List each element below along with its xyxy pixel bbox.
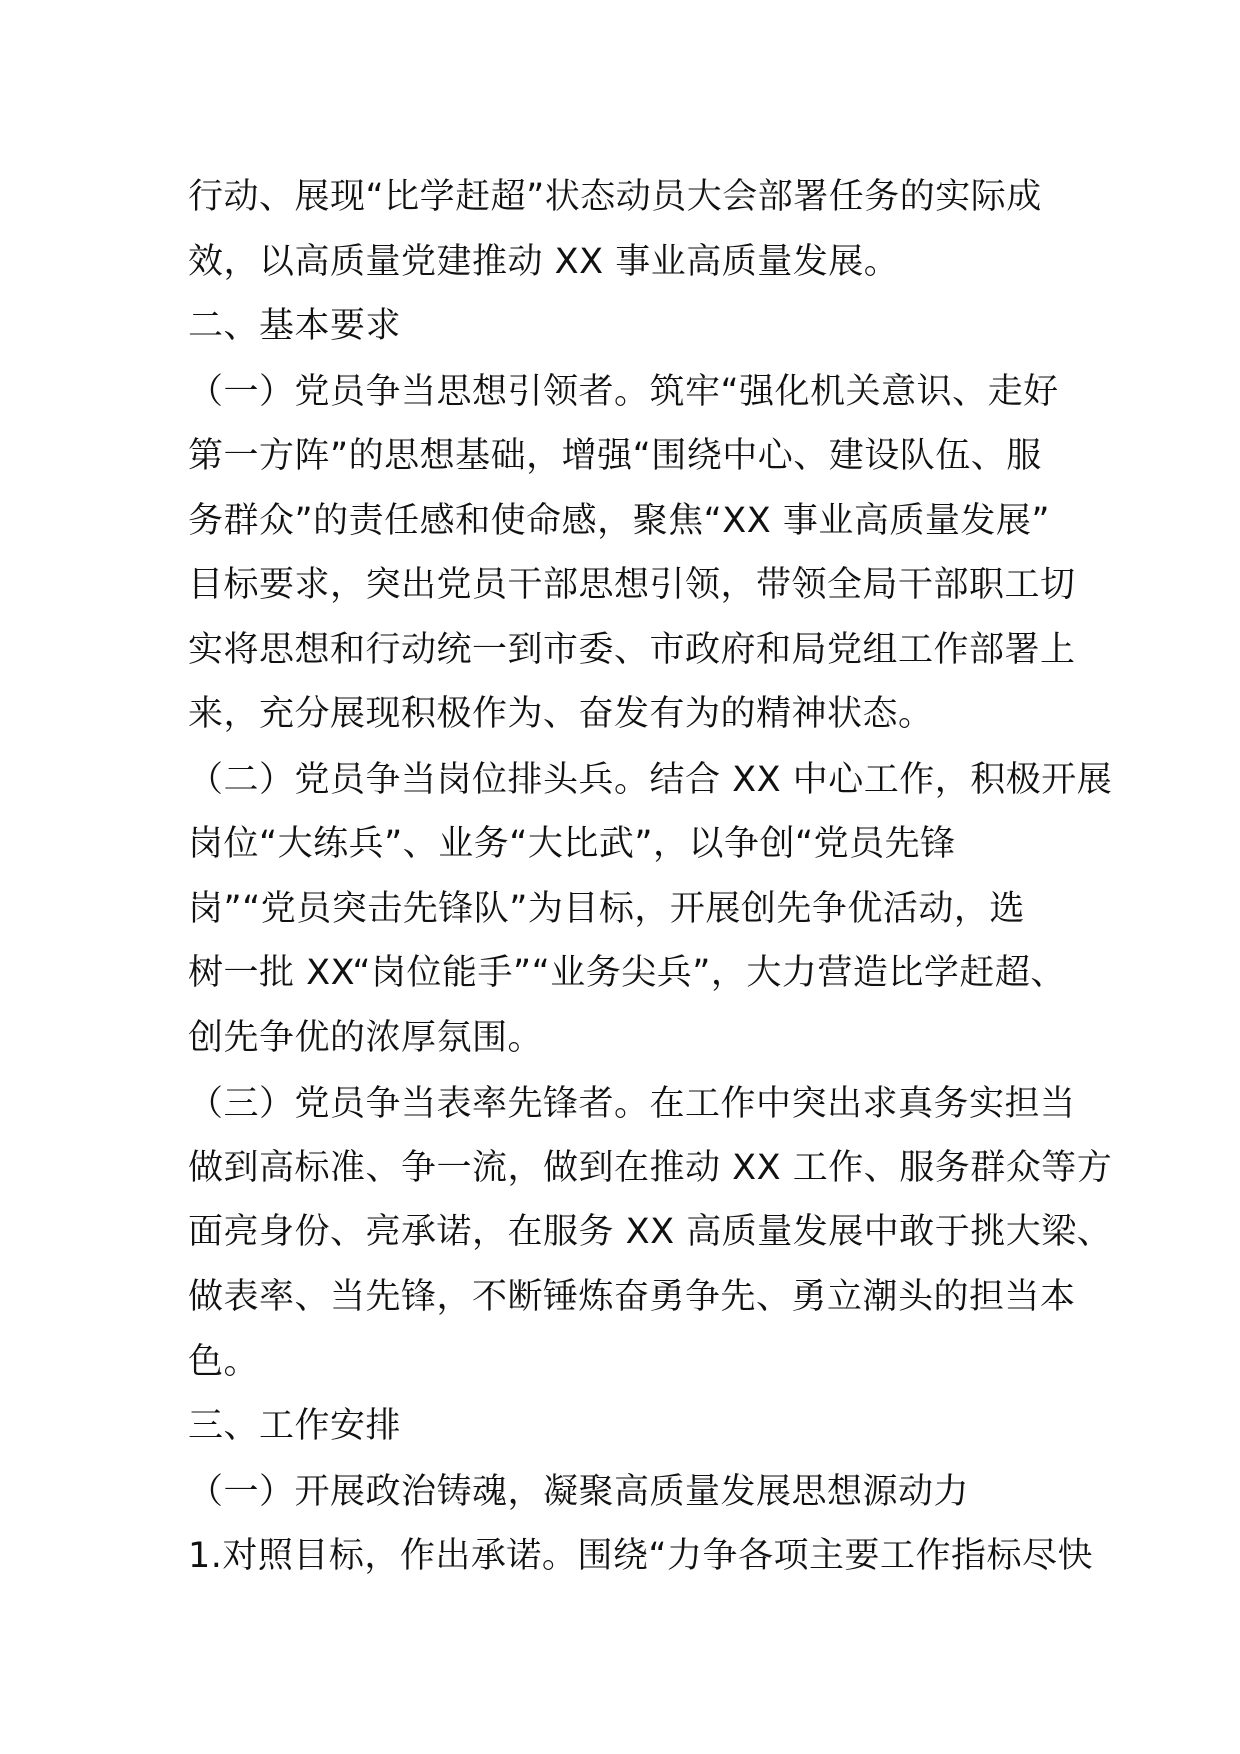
body-text-line: 效，以高质量党建推动 XX 事业高质量发展。	[188, 242, 900, 282]
body-text-line: 务群众”的责任感和使命感，聚焦“XX 事业高质量发展”	[188, 501, 1050, 541]
body-text-line: 面亮身份、亮承诺，在服务 XX 高质量发展中敢于挑大梁、	[188, 1212, 1113, 1252]
body-text-line: 1.对照目标，作出承诺。围绕“力争各项主要工作指标尽快	[188, 1536, 1094, 1576]
body-text-line: 岗”“党员突击先锋队”为目标，开展创先争优活动，选	[188, 889, 1025, 929]
body-text-line: 做表率、当先锋，不断锤炼奋勇争先、勇立潮头的担当本	[188, 1277, 1076, 1317]
body-text-line: 做到高标准、争一流，做到在推动 XX 工作、服务群众等方	[188, 1148, 1113, 1188]
body-text-line: （三）党员争当表率先锋者。在工作中突出求真务实担当	[188, 1084, 1076, 1124]
body-text-line: 色。	[188, 1342, 260, 1382]
body-text-line: 创先争优的浓厚氛围。	[188, 1018, 544, 1058]
body-text-line: 行动、展现“比学赶超”状态动员大会部署任务的实际成	[188, 177, 1042, 217]
body-text-line: 实将思想和行动统一到市委、市政府和局党组工作部署上	[188, 630, 1076, 670]
body-text-line: 目标要求，突出党员干部思想引领，带领全局干部职工切	[188, 565, 1076, 605]
body-text-line: （二）党员争当岗位排头兵。结合 XX 中心工作，积极开展	[188, 760, 1113, 800]
body-text-line: 第一方阵”的思想基础，增强“围绕中心、建设队伍、服	[188, 436, 1042, 476]
body-text-line: 来，充分展现积极作为、奋发有为的精神状态。	[188, 694, 934, 734]
section-heading: 三、工作安排	[188, 1406, 402, 1446]
body-text-line: 岗位“大练兵”、业务“大比武”，以争创“党员先锋	[188, 824, 956, 864]
section-heading: 二、基本要求	[188, 306, 402, 346]
body-text-line: （一）党员争当思想引领者。筑牢“强化机关意识、走好	[188, 372, 1059, 412]
body-text-line: 树一批 XX“岗位能手”“业务尖兵”，大力营造比学赶超、	[188, 953, 1066, 993]
subsection-heading: （一）开展政治铸魂，凝聚高质量发展思想源动力	[188, 1472, 970, 1512]
